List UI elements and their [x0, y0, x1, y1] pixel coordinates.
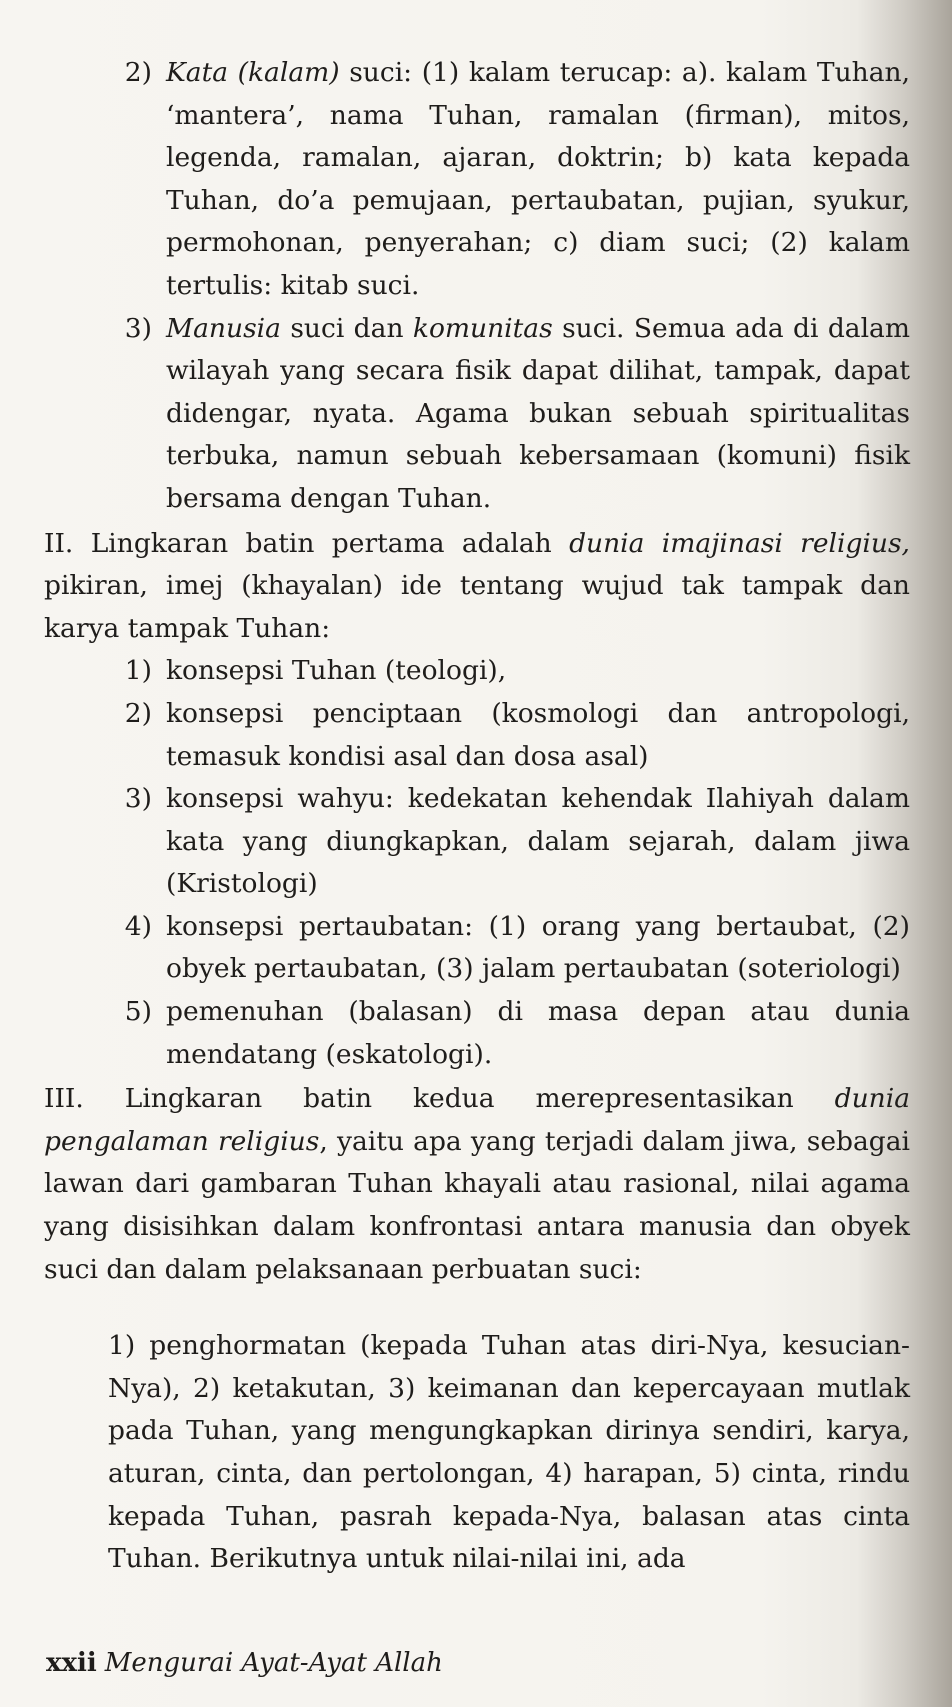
list-number: 3)	[124, 312, 152, 344]
section-ii-list	[44, 650, 910, 1076]
list-number: 2)	[124, 697, 152, 729]
italic-term: dunia pengalaman religius	[44, 1083, 910, 1157]
list-number: 4)	[124, 910, 152, 942]
section-iii-values-block: 1) penghormatan (kepada Tuhan atas diri-Nya, kesucian-Nya), 2) ketakutan, 3) keimanan dan kepercayaan mutlak pada Tuhan, yang mengungkapkan dirinya sendiri, karya, aturan, cinta, dan pertolongan, 4) harapan, 5) cinta, rindu kepada Tuhan, pasrah kepada-Nya, balasan atas cinta Tuhan. Berikutnya untuk nilai-nilai ini, ada	[108, 1330, 910, 1575]
list-item	[44, 693, 910, 778]
page-footer	[46, 1648, 443, 1678]
list-number: 3)	[124, 783, 152, 815]
italic-term: Kata (kalam)	[166, 57, 340, 88]
list-text: konsepsi Tuhan (teologi),	[166, 655, 507, 687]
page-number: xxii	[46, 1648, 97, 1678]
list-text: konsepsi penciptaan (kosmologi dan antropologi, temasuk kondisi asal dan dosa asal)	[166, 697, 910, 772]
list-body: suci: (1) kalam terucap: a). kalam Tuhan, ‘mantera’, nama Tuhan, ramalan (firman), mitos, legenda, ramalan, ajaran, doktrin; b) kata kepada Tuhan, do’a pemujaan, pertaubatan, pujian, syukur, permohonan, penyerahan; c) diam suci; (2) kalam tertulis: kitab suci.	[166, 57, 911, 301]
section-iii-tail: , yaitu apa yang terjadi dalam jiwa, sebagai lawan dari gambaran Tuhan khayali atau rasional, nilai agama yang disisihkan dalam konfrontasi antara manusia dan obyek suci dan dalam pelaksanaan perbuatan suci:	[44, 1125, 910, 1285]
list-text	[166, 308, 910, 521]
list-text: pemenuhan (balasan) di masa depan atau dunia mendatang (eskatologi).	[166, 996, 910, 1070]
section-ii-paragraph	[44, 523, 910, 651]
list-text: konsepsi pertaubatan: (1) orang yang bertaubat, (2) obyek pertaubatan, (3) jalam pertaubatan (soteriologi)	[166, 910, 910, 985]
list-number: 1)	[124, 655, 152, 687]
list-item	[44, 778, 910, 906]
italic-term: komunitas	[412, 312, 553, 344]
italic-term: dunia imajinasi religius,	[569, 527, 910, 559]
list-number: 2)	[124, 57, 152, 88]
section-ii-lead: II. Lingkaran batin pertama adalah	[44, 527, 570, 559]
list-item	[44, 906, 910, 991]
list-item	[44, 991, 910, 1076]
section-iii-paragraph	[44, 1078, 910, 1291]
page-content	[44, 52, 910, 1581]
list-number: 5)	[124, 996, 152, 1028]
list-text: konsepsi wahyu: kedekatan kehendak Ilahiyah dalam kata yang diungkapkan, dalam sejarah, dalam jiwa (Kristologi)	[166, 783, 910, 900]
list-item	[44, 650, 910, 693]
section-iii-lead: III. Lingkaran batin kedua merepresentasikan	[44, 1083, 835, 1115]
list-body: suci. Semua ada di dalam wilayah yang secara fisik dapat dilihat, tampak, dapat didengar, nyata. Agama bukan sebuah spiritualitas terbuka, namun sebuah kebersamaan (komuni) fisik bersama dengan Tuhan.	[166, 312, 910, 514]
section-ii-tail: pikiran, imej (khayalan) ide tentang wujud tak tampak dan karya tampak Tuhan:	[44, 570, 910, 644]
list-body: suci dan	[280, 312, 413, 344]
italic-term: Manusia	[166, 312, 281, 344]
list-text	[166, 52, 910, 308]
running-title: Mengurai Ayat-Ayat Allah	[104, 1648, 443, 1678]
list-item-manusia-suci	[44, 308, 910, 521]
list-item-kata-suci	[44, 52, 910, 308]
